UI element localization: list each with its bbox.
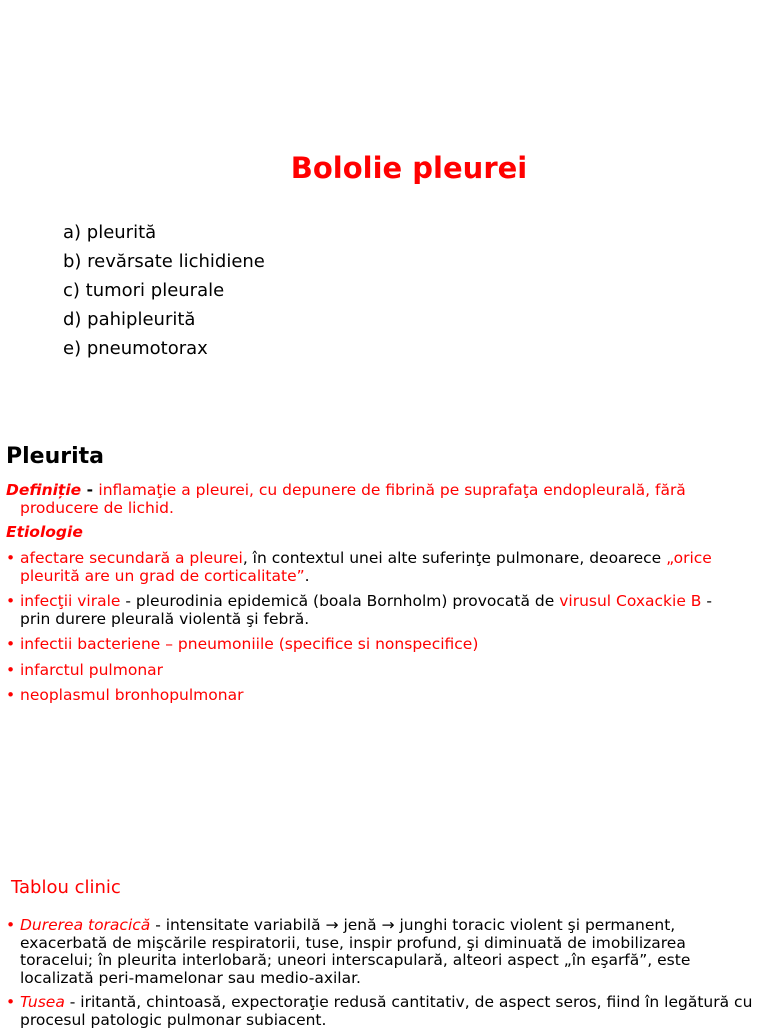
etiology-item (6, 550, 746, 585)
etiology-item (6, 687, 746, 705)
outline-item: a) pleurită (63, 222, 157, 243)
definition-label: Definiție (6, 481, 82, 499)
etiology-item-highlight: infarctul pulmonar (20, 660, 164, 679)
etiology-item-text: - pleurodinia epidemică (boala Bornholm) provocată de (120, 592, 560, 610)
etiology-item-highlight: „orice pleurită are un grad de corticalitate” (20, 549, 712, 585)
section-heading-tablou-clinic: Tablou clinic (11, 877, 121, 898)
etiology-item-text: , în contextul unei alte suferinţe pulmonare, deoarece (242, 549, 667, 567)
etiology-item (6, 593, 746, 628)
outline-item: b) revărsate lichidiene (63, 251, 265, 272)
etiology-item-text: - prin durere pleurală violentă şi febră. (20, 592, 712, 628)
etiology-item-highlight: afectare secundară a pleurei (20, 549, 243, 567)
etiology-label: Etiologie (6, 523, 83, 541)
clinical-list (6, 917, 756, 1036)
clinical-item-label: Tusea (20, 993, 65, 1011)
outline-list (63, 218, 265, 363)
etiology-item (6, 662, 746, 680)
definition-text: inflamaţie a pleurei, cu depunere de fibrină pe suprafaţa endopleurală, fără (98, 481, 686, 499)
etiology-item-highlight: infecţii virale (20, 592, 121, 610)
etiology-item-text: . (304, 566, 310, 585)
definition-text-continued: producere de lichid. (20, 498, 174, 517)
etiology-item (6, 636, 746, 654)
etiology-item-highlight: virusul Coxackie B (559, 592, 702, 610)
clinical-item (6, 917, 756, 987)
clinical-item-text: - intensitate variabilă → jenă → junghi toracic violent şi permanent, exacerbată de mişcările respiratorii, tuse, inspir profund, şi diminuată de imobilizarea toracelui; în pleurita interlobară; uneori interscapulară, alteori aspect „în eşarfă”, este localizată peri-mamelonar sau medio-axilar. (20, 916, 691, 987)
outline-item: c) tumori pleurale (63, 280, 225, 301)
etiology-list (6, 550, 746, 713)
outline-item: e) pneumotorax (63, 338, 208, 359)
etiology-item-highlight: neoplasmul bronhopulmonar (20, 686, 244, 704)
clinical-item-label: Durerea toracică (20, 916, 151, 934)
definition-dash: - (81, 481, 99, 499)
section-heading-pleurita: Pleurita (6, 444, 105, 469)
definition-paragraph (6, 482, 746, 517)
outline-item: d) pahipleurită (63, 309, 196, 330)
page-title: Bololie pleurei (290, 151, 528, 185)
clinical-item-text: - iritantă, chintoasă, expectoraţie redusă cantitativ, de aspect seros, fiind în legătură cu procesul patologic pulmonar subiacent. (20, 993, 753, 1029)
etiology-item-highlight: infectii bacteriene – pneumoniile (specifice si nonspecifice) (20, 635, 479, 653)
